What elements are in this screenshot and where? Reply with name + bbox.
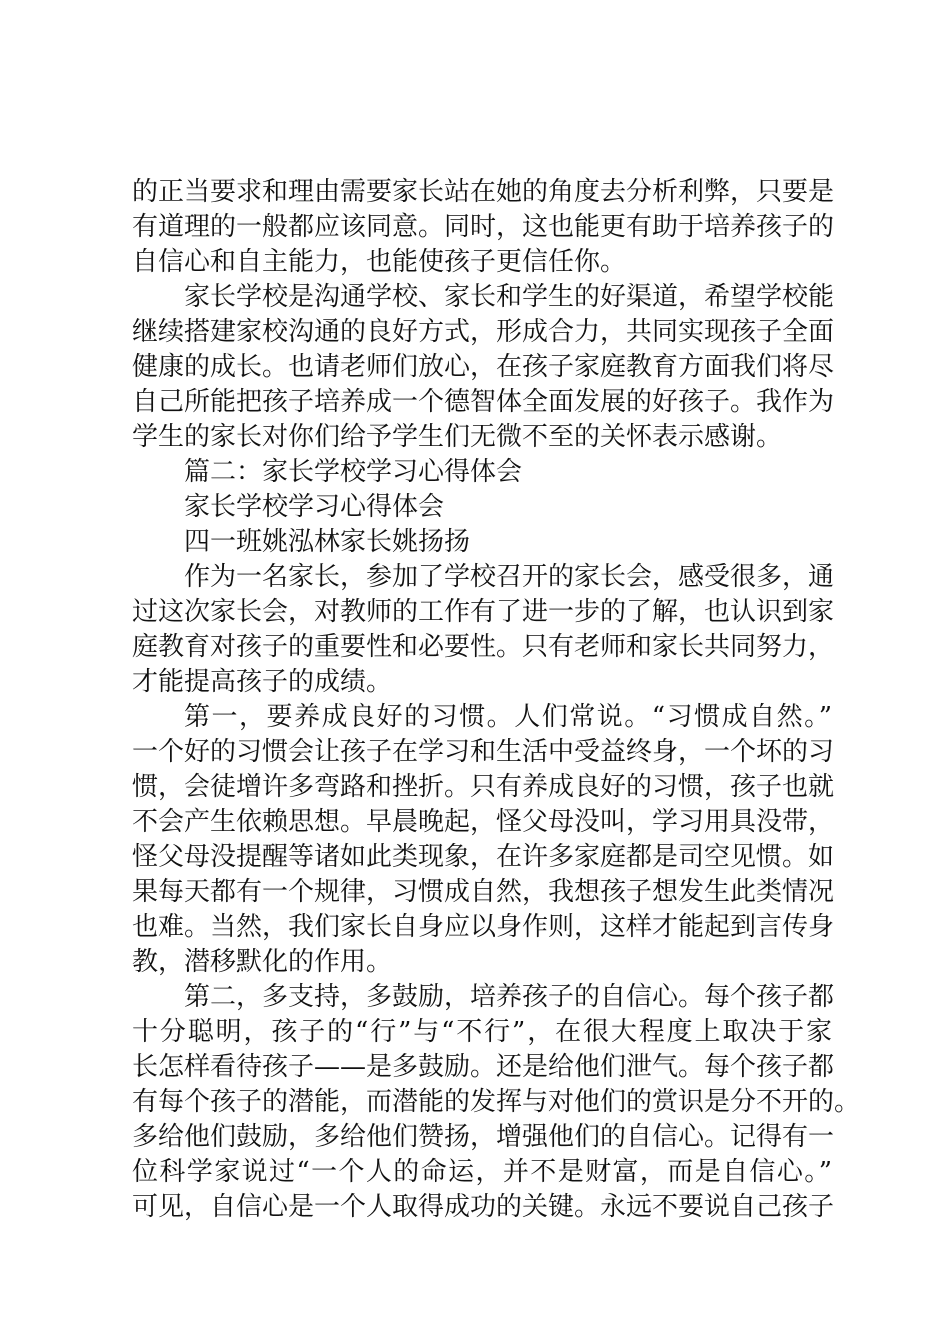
text-line: 长怎样看待孩子——是多鼓励。还是给他们泄气。每个孩子都 [132,1052,835,1082]
text-line: 第二，多支持，多鼓励，培养孩子的自信心。每个孩子都 [184,982,835,1012]
text-line: 有道理的一般都应该同意。同时，这也能更有助于培养孩子的 [132,212,835,242]
text-line: 学生的家长对你们给予学生们无微不至的关怀表示感谢。 [132,422,783,452]
text-line: 十分聪明，孩子的“行”与“不行”，在很大程度上取决于家 [132,1017,832,1047]
text-line: 家长学校是沟通学校、家长和学生的好渠道，希望学校能 [184,282,835,312]
text-line: 自信心和自主能力，也能使孩子更信任你。 [132,247,627,277]
text-line: 怪父母没提醒等诸如此类现象，在许多家庭都是司空见惯。如 [132,842,835,872]
section-heading: 篇二：家长学校学习心得体会 [184,457,523,487]
text-line: 可见，自信心是一个人取得成功的关键。永远不要说自己孩子 [132,1192,835,1222]
text-line: 也难。当然，我们家长自身应以身作则，这样才能起到言传身 [132,912,835,942]
text-line: 惯，会徒增许多弯路和挫折。只有养成良好的习惯，孩子也就 [132,772,835,802]
text-line: 一个好的习惯会让孩子在学习和生活中受益终身，一个坏的习 [132,737,835,767]
author-line: 四一班姚泓林家长姚扬扬 [184,527,471,557]
text-line: 过这次家长会，对教师的工作有了进一步的了解，也认识到家 [132,597,835,627]
text-line: 自己所能把孩子培养成一个德智体全面发展的好孩子。我作为 [132,387,835,417]
text-line: 健康的成长。也请老师们放心，在孩子家庭教育方面我们将尽 [132,352,835,382]
text-line: 果每天都有一个规律，习惯成自然，我想孩子想发生此类情况 [132,877,835,907]
text-line: 不会产生依赖思想。早晨晚起，怪父母没叫，学习用具没带， [132,807,835,837]
text-line: 的正当要求和理由需要家长站在她的角度去分析利弊，只要是 [132,177,835,207]
text-line: 教，潜移默化的作用。 [132,947,393,977]
text-line: 庭教育对孩子的重要性和必要性。只有老师和家长共同努力， [132,632,835,662]
text-line: 第一，要养成良好的习惯。人们常说。“习惯成自然。” [184,702,832,732]
text-line: 位科学家说过“一个人的命运，并不是财富，而是自信心。” [132,1157,832,1187]
text-line: 多给他们鼓励，多给他们赞扬，增强他们的自信心。记得有一 [132,1122,835,1152]
text-line: 才能提高孩子的成绩。 [132,667,393,697]
article-title: 家长学校学习心得体会 [184,492,445,522]
text-line: 有每个孩子的潜能，而潜能的发挥与对他们的赏识是分不开的。 [132,1087,861,1117]
text-line: 继续搭建家校沟通的良好方式，形成合力，共同实现孩子全面 [132,317,835,347]
text-line: 作为一名家长，参加了学校召开的家长会，感受很多，通 [184,562,835,592]
